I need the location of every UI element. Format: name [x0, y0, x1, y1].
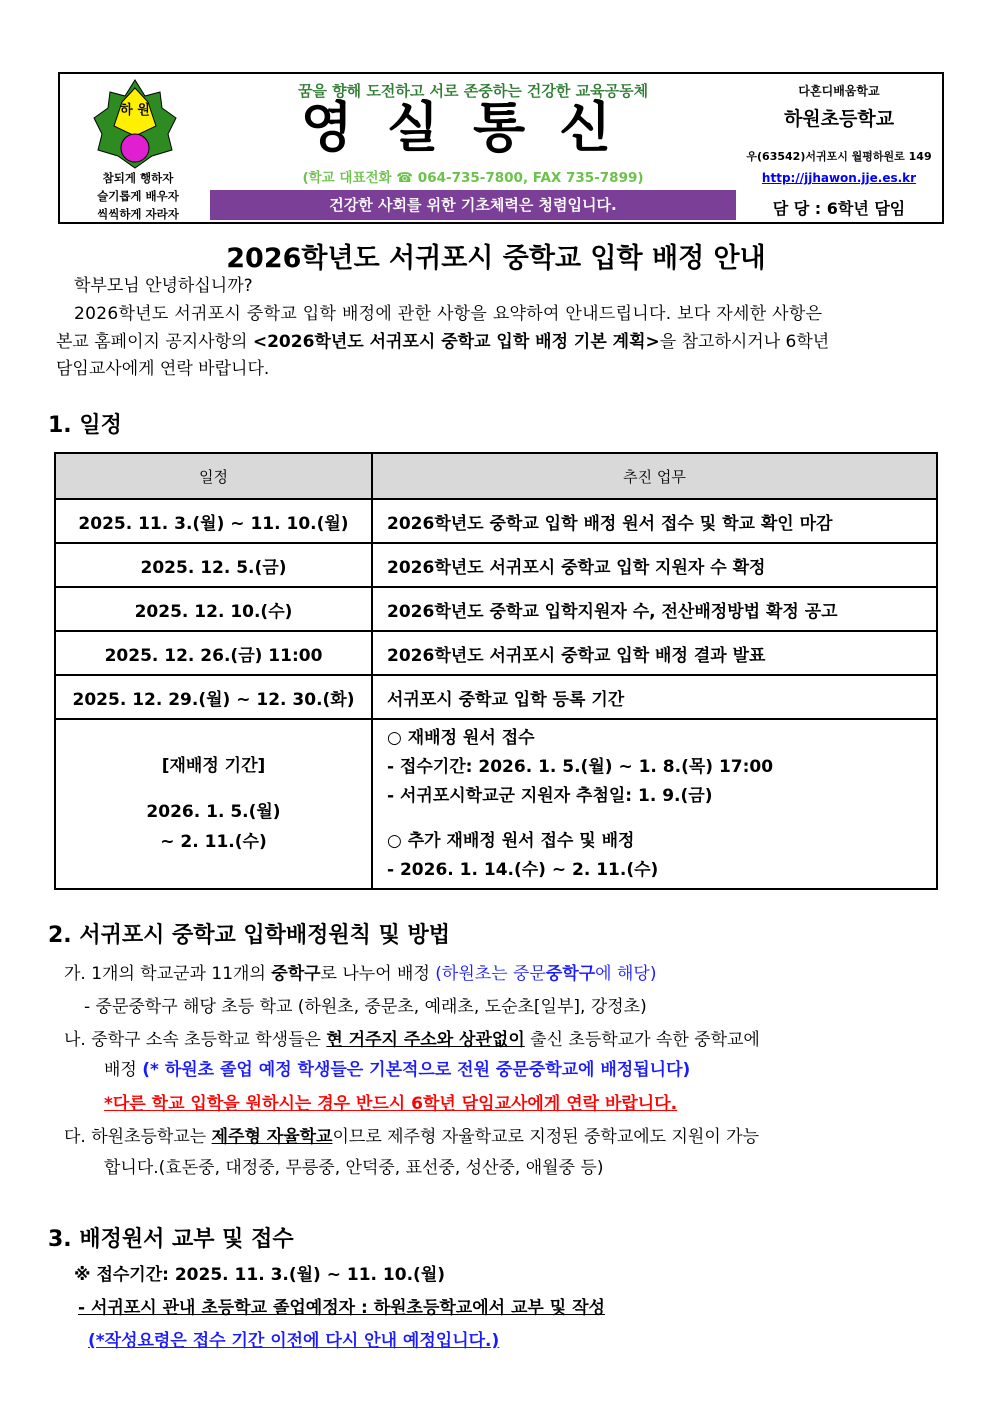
rule-c [64, 1123, 944, 1151]
section-heading: 2. 서귀포시 중학교 입학배정원칙 및 방법 [48, 923, 450, 948]
intro-text: 을 참고하시거나 6학년 [659, 332, 830, 352]
school-url-link[interactable]: http://jjhawon.jje.es.kr [761, 171, 917, 185]
reassign-task-cell [372, 719, 937, 889]
text: 에 해당) [595, 964, 657, 984]
reassign-item: ○ 재배정 원서 접수 [387, 727, 535, 748]
column-header: 일정 [55, 453, 372, 499]
text: 로 나누어 배정 [320, 964, 436, 984]
rule-b [64, 1026, 944, 1054]
text: 현 거주지 주소와 상관없이 [326, 1030, 525, 1050]
text: 출신 초등학교가 속한 중학교에 [524, 1030, 760, 1050]
text: 가. 1개의 학교군과 11개의 [64, 964, 272, 984]
rule-a-detail: - 중문중학구 해당 초등 학교 (하원초, 중문초, 예래초, 도순초[일부], 강정초) [84, 997, 647, 1017]
text: 중학구 [545, 964, 596, 984]
greeting: 학부모님 안녕하십니까? [74, 276, 253, 296]
section-heading: 3. 배정원서 교부 및 접수 [48, 1227, 294, 1252]
school-emblem-icon [90, 78, 180, 170]
intro-text: 본교 홈페이지 공지사항의 [56, 332, 253, 352]
date-cell: 2025. 12. 5.(금) [55, 543, 372, 587]
school-motto [68, 169, 208, 223]
rule-b-cont [104, 1056, 690, 1084]
task-cell: 2026학년도 중학교 입학지원자 수, 전산배정방법 확정 공고 [372, 587, 937, 631]
text: 중학구 [271, 964, 321, 984]
integrity-banner: 건강한 사회를 위한 기초체력은 청렴입니다. [210, 190, 736, 220]
intro-line [56, 328, 940, 356]
school-tagline: 다혼디배움학교 [798, 84, 880, 98]
charge-teacher: 담 당 : 6학년 담임 [772, 199, 906, 218]
schedule-table [54, 452, 938, 890]
document-title: 2026학년도 서귀포시 중학교 입학 배정 안내 [226, 243, 766, 274]
motto-line: 씩씩하게 자라자 [97, 207, 179, 221]
rule-a [64, 960, 656, 988]
table-row [55, 675, 937, 719]
date-cell: 2025. 11. 3.(월) ~ 11. 10.(월) [55, 499, 372, 543]
table-row [55, 543, 937, 587]
text: (* 하원초 졸업 예정 학생들은 기본적으로 전원 중문중학교에 배정됩니다) [142, 1060, 691, 1080]
newsletter-header [58, 72, 944, 224]
motto-line: 참되게 행하자 [102, 171, 174, 185]
contact-notice: *다른 학교 입학을 원하시는 경우 반드시 6학년 담임교사에게 연락 바랍니다. [104, 1094, 678, 1114]
reassign-item: - 서귀포시학교군 지원자 추첨일: 1. 9.(금) [387, 785, 713, 806]
text: 배정 [104, 1060, 143, 1080]
svg-text:하 원: 하 원 [120, 103, 150, 118]
reassign-date-cell [55, 719, 372, 889]
section-heading: 1. 일정 [48, 413, 122, 438]
task-cell: 서귀포시 중학교 입학 등록 기간 [372, 675, 937, 719]
motto-line: 슬기롭게 배우자 [97, 189, 179, 203]
application-period: ※ 접수기간: 2025. 11. 3.(월) ~ 11. 10.(월) [74, 1265, 446, 1285]
table-header [55, 453, 937, 499]
task-cell: 2026학년도 중학교 입학 배정 원서 접수 및 학교 확인 마감 [372, 499, 937, 543]
date-cell: 2025. 12. 10.(수) [55, 587, 372, 631]
reassign-date: 2026. 1. 5.(월) [146, 802, 281, 822]
table-row [55, 631, 937, 675]
newsletter-title: 영실통신 [300, 96, 646, 159]
reassign-date: ~ 2. 11.(수) [160, 832, 267, 852]
school-name: 하원초등학교 [783, 108, 895, 130]
plan-title: <2026학년도 서귀포시 중학교 입학 배정 기본 계획> [252, 332, 660, 352]
reassign-item: ○ 추가 재배정 원서 접수 및 배정 [387, 830, 635, 851]
table-row [55, 499, 937, 543]
reassign-item: - 2026. 1. 14.(수) ~ 2. 11.(수) [387, 859, 659, 880]
date-cell: 2025. 12. 29.(월) ~ 12. 30.(화) [55, 675, 372, 719]
table-row [55, 719, 937, 889]
column-header: 추진 업무 [372, 453, 937, 499]
table-row [55, 587, 937, 631]
contact-phone: (학교 대표전화 ☎ 064-735-7800, FAX 735-7899) [302, 170, 644, 186]
slogan: 꿈을 향해 도전하고 서로 존중하는 건강한 교육공동체 [297, 82, 649, 100]
task-cell: 2026학년도 서귀포시 중학교 입학 지원자 수 확정 [372, 543, 937, 587]
guide-note: (*작성요령은 접수 기간 이전에 다시 안내 예정입니다.) [88, 1331, 500, 1351]
distribution-note: - 서귀포시 관내 초등학교 졸업예정자 : 하원초등학교에서 교부 및 작성 [78, 1298, 605, 1318]
reassign-label: [재배정 기간] [161, 756, 266, 776]
text: 이므로 제주형 자율학교로 지정된 중학교에도 지원이 가능 [332, 1127, 760, 1147]
text: (하원초는 중문 [435, 964, 546, 984]
school-address: 우(63542)서귀포시 월평하원로 149 [746, 150, 932, 163]
text: 나. 중학구 소속 초등학교 학생들은 [64, 1030, 327, 1050]
intro-line: 2026학년도 서귀포시 중학교 입학 배정에 관한 사항을 요약하여 안내드립니다. 보다 자세한 사항은 [74, 304, 823, 324]
text: 다. 하원초등학교는 [64, 1127, 212, 1147]
date-cell: 2025. 12. 26.(금) 11:00 [55, 631, 372, 675]
rule-c-cont: 합니다.(효돈중, 대정중, 무릉중, 안덕중, 표선중, 성산중, 애월중 등) [104, 1158, 604, 1178]
task-cell: 2026학년도 서귀포시 중학교 입학 배정 결과 발표 [372, 631, 937, 675]
text: 제주형 자율학교 [211, 1127, 333, 1147]
intro-line: 담임교사에게 연락 바랍니다. [56, 359, 270, 379]
reassign-item: - 접수기간: 2026. 1. 5.(월) ~ 1. 8.(목) 17:00 [387, 756, 774, 777]
